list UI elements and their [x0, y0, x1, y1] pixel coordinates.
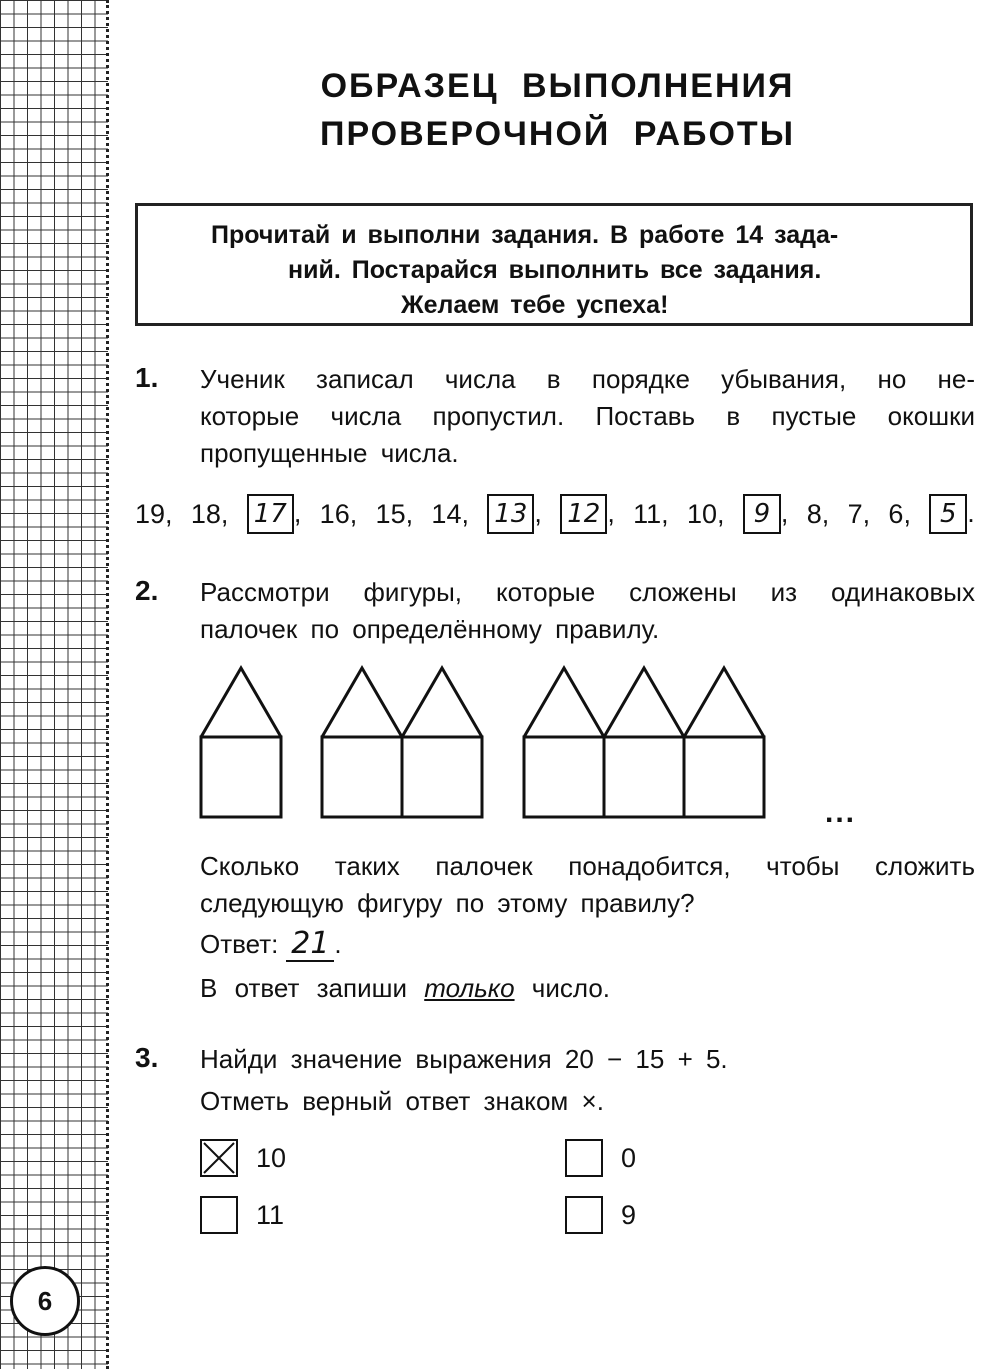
sequence-value: 7: [847, 498, 863, 529]
sequence-value: 19: [135, 498, 166, 529]
sequence-value: 10: [687, 498, 718, 529]
instructions-line-3: Желаем тебе успеха!: [401, 291, 669, 319]
sequence-value: 18: [190, 498, 221, 529]
sequence-answer-box[interactable]: [560, 494, 615, 534]
task-2-line-2: палочек по определённому правилу.: [200, 614, 660, 644]
sequence-value: 12: [560, 494, 607, 534]
sequence-value: 8: [806, 498, 822, 529]
instructions-line-2: ний. Постарайся выполнить все задания.: [288, 256, 822, 284]
sequence-number: [376, 499, 414, 530]
instructions-box: [135, 203, 973, 326]
task-2-line-1: Рассмотри фигуры, которые сложены из одинаковых: [200, 577, 975, 607]
sequence-value: 15: [375, 498, 406, 529]
instructions-line-1: Прочитай и выполни задания. В работе 14 зада-: [211, 221, 839, 249]
figure-three-houses: [524, 668, 764, 817]
option-label: 10: [256, 1142, 287, 1173]
answer-line: [200, 928, 342, 962]
sequence-number: [807, 499, 830, 530]
task-1-line-2: которые числа пропустил. Поставь в пустые окошки: [200, 401, 975, 431]
sequence-value: 9: [743, 494, 781, 534]
task-3-line-2: Отметь верный ответ знаком ×.: [200, 1086, 604, 1116]
sequence-separator: ,: [903, 498, 911, 529]
sequence-value: 5: [929, 494, 967, 534]
task-3-line-1: Найди значение выражения 20 − 15 + 5.: [200, 1044, 728, 1074]
sequence-number: [135, 499, 173, 530]
option-checkbox[interactable]: [200, 1196, 238, 1234]
note-emphasis: только: [424, 973, 515, 1003]
sequence-separator: ,: [405, 498, 414, 529]
sequence-separator: ,: [780, 498, 789, 528]
sequence-separator: ,: [461, 498, 469, 529]
option-2[interactable]: [565, 1139, 636, 1177]
option-checkbox[interactable]: [565, 1196, 603, 1234]
sequence-separator: ,: [661, 498, 669, 529]
note-prefix: В ответ запиши: [200, 973, 407, 1003]
figure-one-house: [201, 668, 281, 817]
ellipsis: ...: [825, 796, 857, 829]
sequence-answer-box[interactable]: [743, 494, 789, 534]
sequence-value: 13: [487, 494, 534, 534]
sequence-separator: ,: [821, 498, 830, 529]
task-3-number: 3.: [135, 1042, 159, 1073]
sequence-number: [633, 499, 669, 530]
sequence-separator: .: [967, 498, 975, 528]
page-number: 6: [10, 1266, 80, 1336]
option-1[interactable]: [200, 1139, 286, 1177]
option-label: 11: [256, 1199, 285, 1230]
task-1-number: 1.: [135, 362, 159, 393]
cross-mark-icon: [202, 1141, 236, 1175]
sequence-separator: ,: [717, 498, 725, 529]
sequence-answer-box[interactable]: [929, 494, 975, 534]
answer-note: [200, 970, 975, 1007]
page-title: [140, 62, 975, 158]
sequence-value: 11: [633, 498, 662, 529]
task-2-question-line-1: Сколько таких палочек понадобится, чтобы сложить: [200, 851, 975, 881]
sequence-number: [320, 499, 358, 530]
sequence-value: 16: [319, 498, 350, 529]
sequence-number: [687, 499, 725, 530]
answer-label: Ответ:: [200, 929, 279, 959]
sequence-separator: ,: [220, 498, 229, 529]
task-1-line-3: пропущенные числа.: [200, 438, 459, 468]
sequence-value: 14: [431, 498, 462, 529]
title-line-1: ОБРАЗЕЦ ВЫПОЛНЕНИЯ: [320, 67, 795, 105]
sequence-value: 6: [888, 498, 904, 529]
option-checkbox[interactable]: [200, 1139, 238, 1177]
sequence-number: [431, 499, 469, 530]
option-checkbox[interactable]: [565, 1139, 603, 1177]
title-line-2: ПРОВЕРОЧНОЙ РАБОТЫ: [320, 115, 795, 153]
sequence-separator: ,: [534, 498, 542, 528]
task-1-line-1: Ученик записал числа в порядке убывания, но не-: [200, 364, 975, 394]
answer-value[interactable]: 21: [286, 928, 334, 962]
perforation-line: [106, 0, 109, 1369]
sequence-number: [848, 499, 871, 530]
grid-margin: [0, 0, 108, 1369]
sequence-number: [888, 499, 911, 530]
sequence-answer-box[interactable]: [487, 494, 542, 534]
sequence-value: 17: [247, 494, 294, 534]
sequence-separator: ,: [607, 498, 615, 528]
sequence-number: [191, 499, 229, 530]
sequence-separator: ,: [165, 498, 173, 529]
option-label: 9: [621, 1199, 637, 1230]
figure-two-houses: [322, 668, 482, 817]
number-sequence: [135, 492, 975, 536]
sequence-separator: ,: [349, 498, 358, 529]
task-2-number: 2.: [135, 575, 159, 606]
note-suffix: число.: [531, 973, 610, 1003]
task-2-question-line-2: следующую фигуру по этому правилу?: [200, 888, 695, 918]
sequence-separator: ,: [862, 498, 871, 529]
sequence-separator: ,: [293, 498, 302, 528]
option-label: 0: [621, 1142, 637, 1173]
sequence-answer-box[interactable]: [247, 494, 302, 534]
answer-end: .: [334, 929, 342, 959]
option-3[interactable]: [200, 1196, 284, 1234]
stick-figures: [190, 660, 770, 825]
option-4[interactable]: [565, 1196, 636, 1234]
